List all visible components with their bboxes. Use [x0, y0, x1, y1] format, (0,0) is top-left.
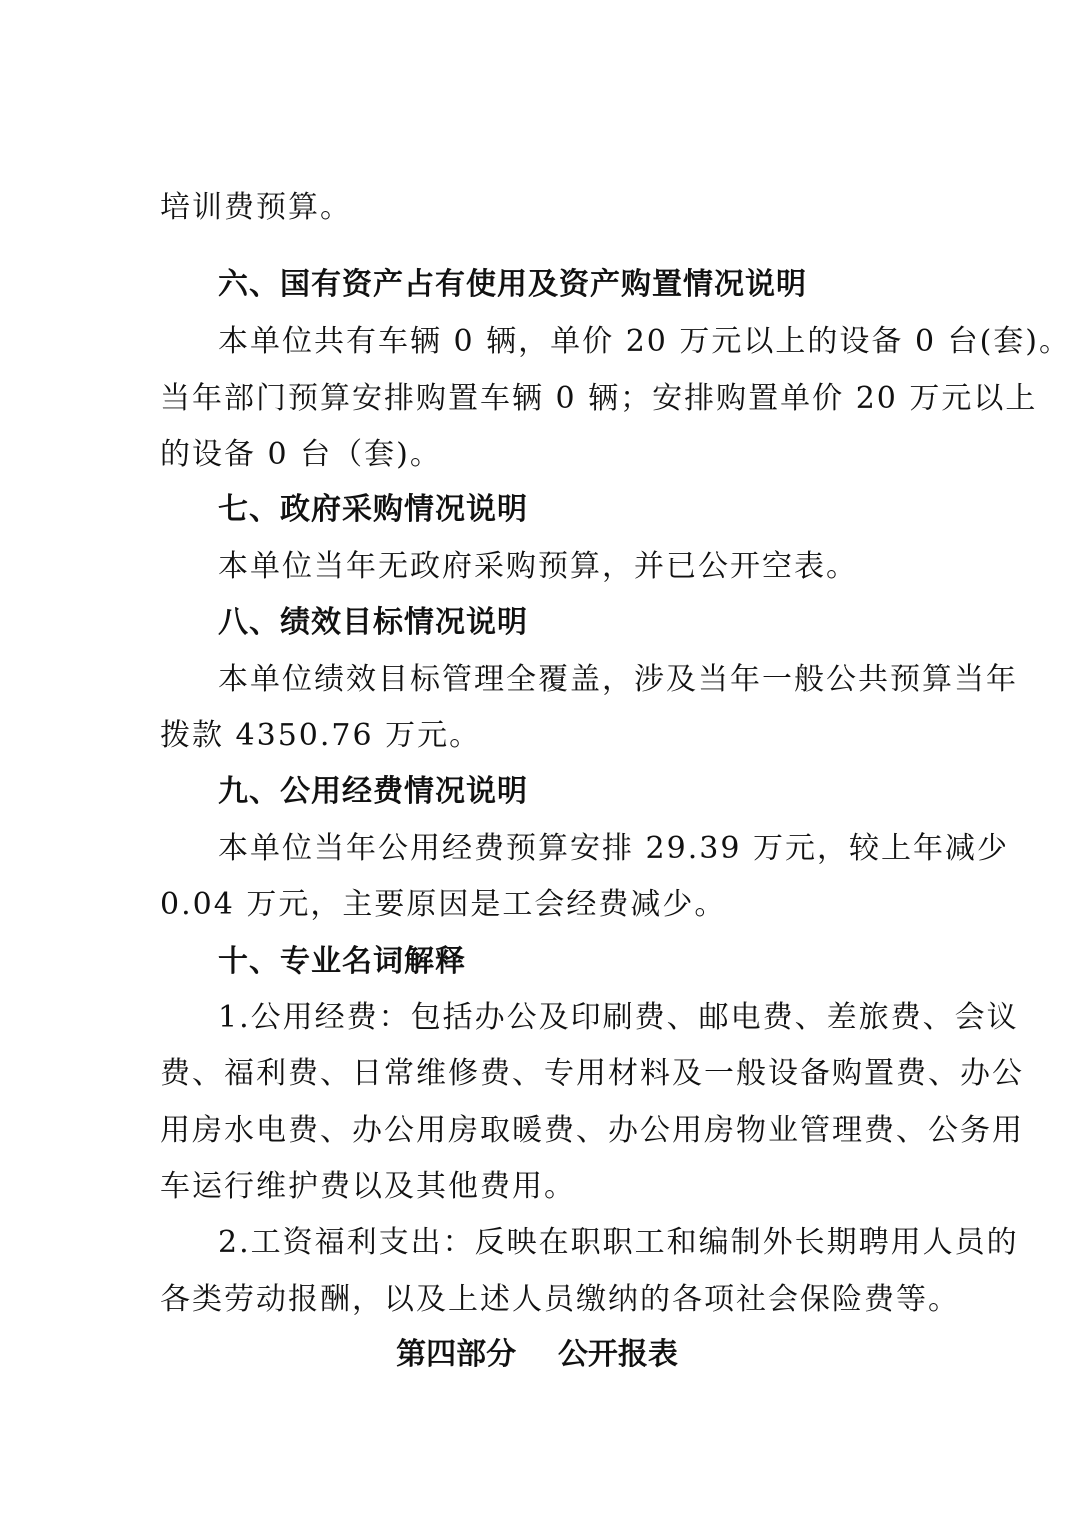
- section-10-line-4: 车运行维护费以及其他费用。: [160, 1169, 576, 1204]
- section-6-line-1: 本单位共有车辆 0 辆，单价 20 万元以上的设备 0 台(套)。: [218, 324, 1071, 359]
- part-four-title: 第四部分 公开报表: [396, 1337, 678, 1372]
- section-10-heading: 十、专业名词解释: [218, 944, 466, 979]
- section-10-line-6: 各类劳动报酬，以及上述人员缴纳的各项社会保险费等。: [160, 1282, 960, 1317]
- section-8-line-1: 本单位绩效目标管理全覆盖，涉及当年一般公共预算当年: [218, 662, 1018, 697]
- section-10-line-5: 2.工资福利支出：反映在职职工和编制外长期聘用人员的: [218, 1225, 1019, 1260]
- section-8-line-2: 拨款 4350.76 万元。: [160, 718, 482, 753]
- section-6-line-2: 当年部门预算安排购置车辆 0 辆；安排购置单价 20 万元以上: [160, 381, 1038, 416]
- section-8-heading: 八、绩效目标情况说明: [218, 605, 528, 640]
- section-10-line-1: 1.公用经费：包括办公及印刷费、邮电费、差旅费、会议: [218, 1000, 1019, 1035]
- section-10-line-3: 用房水电费、办公用房取暖费、办公用房物业管理费、公务用: [160, 1113, 1024, 1148]
- section-10-line-2: 费、福利费、日常维修费、专用材料及一般设备购置费、办公: [160, 1056, 1024, 1091]
- section-7-heading: 七、政府采购情况说明: [218, 492, 528, 527]
- section-9-heading: 九、公用经费情况说明: [218, 774, 528, 809]
- section-6-line-3: 的设备 0 台（套)。: [160, 437, 442, 472]
- section-6-heading: 六、国有资产占有使用及资产购置情况说明: [218, 267, 807, 302]
- section-7-line-1: 本单位当年无政府采购预算，并已公开空表。: [218, 549, 858, 584]
- section-9-line-2: 0.04 万元，主要原因是工会经费减少。: [160, 887, 727, 922]
- section-9-line-1: 本单位当年公用经费预算安排 29.39 万元，较上年减少: [218, 831, 1009, 866]
- continued-paragraph-line: 培训费预算。: [160, 190, 352, 225]
